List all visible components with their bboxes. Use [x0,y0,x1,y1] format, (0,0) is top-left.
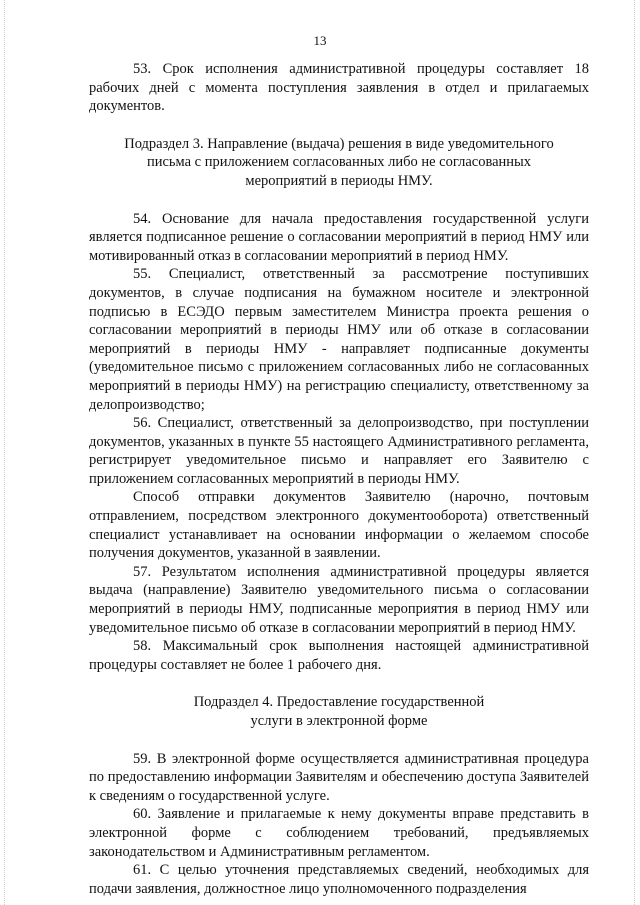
right-scan-edge [634,0,636,905]
page-number: 13 [313,33,327,48]
paragraph-delivery-method: Способ отправки документов Заявителю (нарочно, почтовым отправлением, посредством электронного документооборота) ответственный специалист устанавливает на основании информации о желаемом способе получения документов, указанной в заявлении. [89,489,589,562]
paragraph-59: 59. В электронной форме осуществляется административная процедура по предоставлению информации Заявителям и обеспечению доступа Заявителей к сведениям о государственной услуге. [89,750,589,804]
paragraph-53: 53. Срок исполнения административной процедуры составляет 18 рабочих дней с момента поступления заявления в отдел и прилагаемых документов. [89,61,589,115]
paragraph-57: 57. Результатом исполнения административной процедуры является выдача (направление) Заявителю уведомительного письма о согласовании мероприятий в периоды НМУ, подписанные мероприятия в период НМУ или уведомительное письмо об отказе в согласовании мероприятий в период НМУ. [89,563,589,636]
paragraph-58: 58. Максимальный срок выполнения настоящей административной процедуры составляет не более 1 рабочего дня. [89,638,589,673]
subsection-4-heading: Подраздел 4. Предоставление государственной услуги в электронной форме [193,694,485,729]
document-body [89,60,589,898]
paragraph-54: 54. Основание для начала предоставления государственной услуги является подписанное решение о согласовании мероприятий в период НМУ или мотивированный отказ в согласовании мероприятий в период НМУ. [89,210,589,264]
paragraph-56: 56. Специалист, ответственный за делопроизводство, при поступлении документов, указанных в пункте 55 настоящего Административного регламента, регистрирует уведомительное письмо и направляет его Заявителю с приложением согласованных мероприятий в периоды НМУ. [89,415,589,487]
left-scan-edge [4,0,6,905]
paragraph-61: 61. С целью уточнения представляемых сведений, необходимых для подачи заявления, должностное лицо уполномоченного подразделения [89,862,589,897]
paragraph-55: 55. Специалист, ответственный за рассмотрение поступивших документов, в случае подписания на бумажном носителе и электронной подписью в ЕСЭДО первым заместителем Министра проекта решения о согласовании мероприятий в периоды НМУ или об отказе в согласовании мероприятий в периоды НМУ - направляет подписанные документы (уведомительное письмо с приложением согласованных либо не согласованных мероприятий в периоды НМУ) на регистрацию специалисту, ответственному за делопроизводство; [89,266,589,413]
subsection-3-heading: Подраздел 3. Направление (выдача) решения в виде уведомительного письма с приложением согласованных либо не согласованных мероприятий в периоды НМУ. [124,135,554,189]
paragraph-60: 60. Заявление и прилагаемые к нему документы вправе представить в электронной форме с соблюдением требований, предъявляемых законодательством и Административным регламентом. [89,806,589,860]
